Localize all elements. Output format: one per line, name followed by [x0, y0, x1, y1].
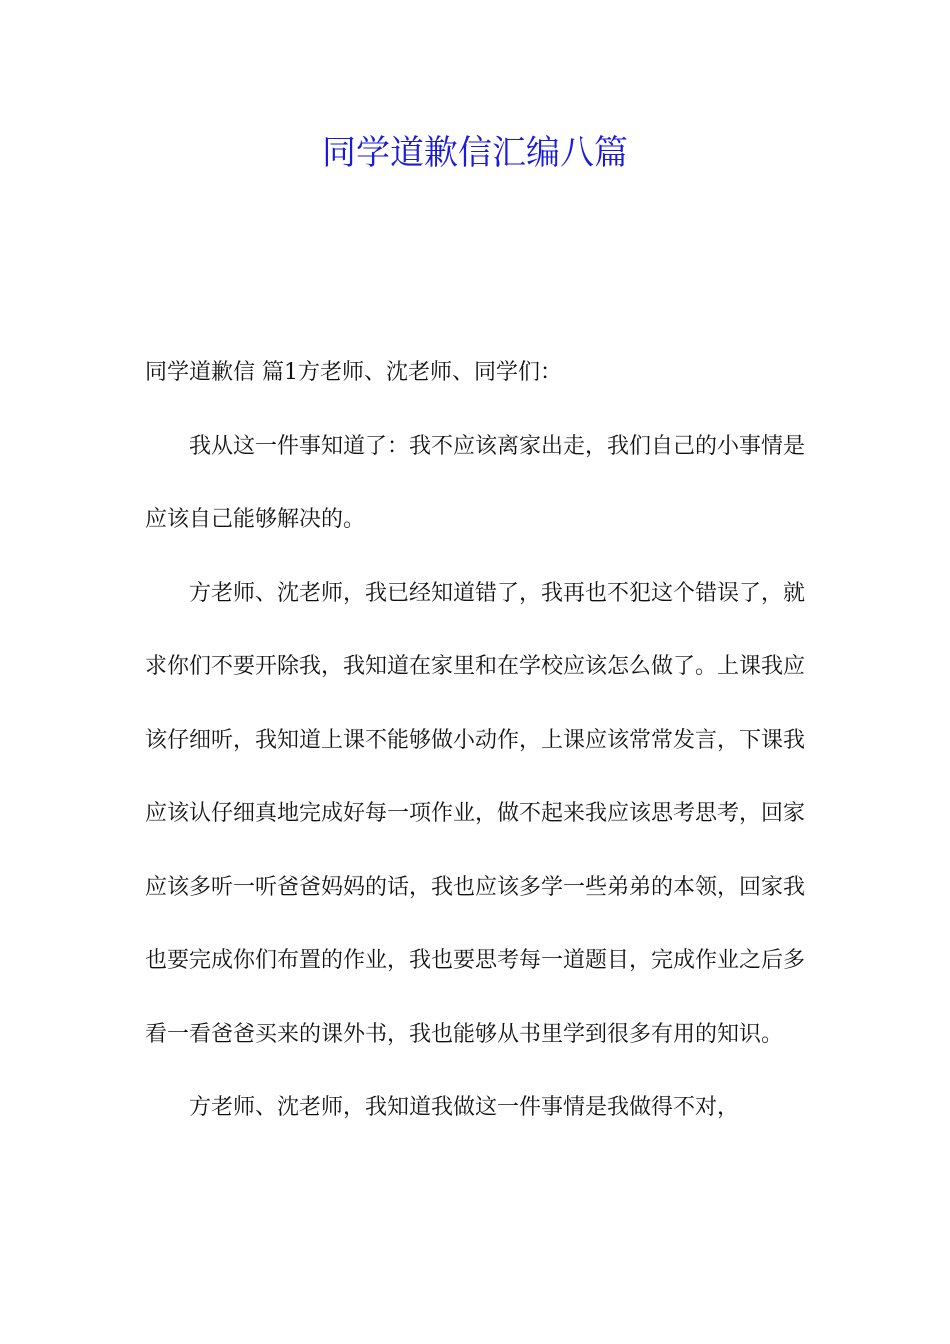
salutation-paragraph: 同学道歉信 篇1方老师、沈老师、同学们：	[145, 360, 562, 385]
document-body	[145, 336, 805, 1145]
body-paragraph-1: 我从这一件事知道了：我不应该离家出走，我们自己的小事情是应该自己能够解决的。	[145, 433, 806, 532]
body-paragraph-2: 方老师、沈老师，我已经知道错了，我再也不犯这个错误了，就求你们不要开除我，我知道在家里和在学校应该怎么做了。上课我应该仔细听，我知道上课不能够做小动作，上课应该常常发言，下课我应该认仔细真地完成好每一项作业，做不起来我应该思考思考，回家应该多听一听爸爸妈妈的话，我也应该多学一些弟弟的本领，回家我也要完成你们布置的作业，我也要思考每一道题目，完成作业之后多看一看爸爸买来的课外书，我也能够从书里学到很多有用的知识。	[145, 580, 806, 1047]
document-title: 同学道歉信汇编八篇	[322, 133, 628, 173]
body-paragraph-3: 方老师、沈老师，我知道我做这一件事情是我做得不对，	[189, 1095, 740, 1120]
